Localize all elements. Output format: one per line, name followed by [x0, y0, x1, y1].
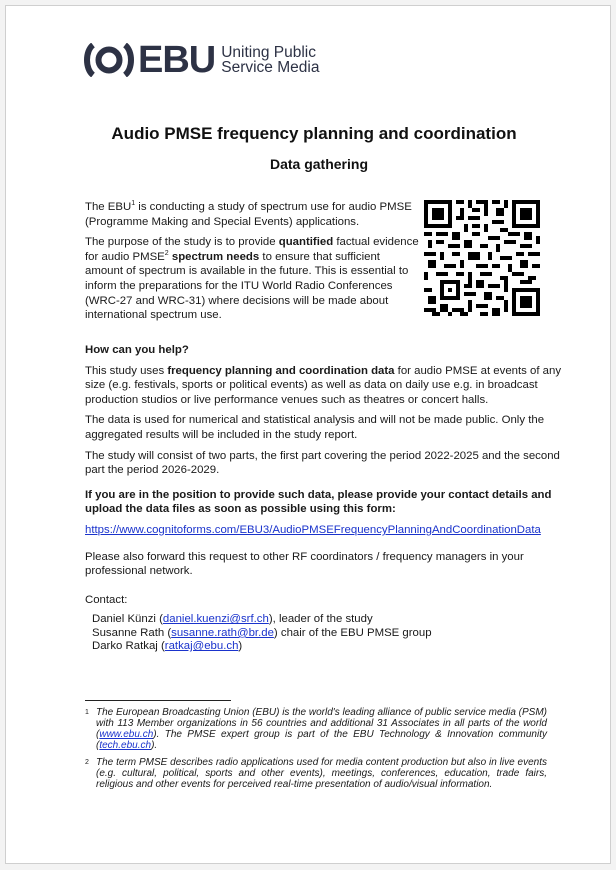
ebu-logo: [84, 39, 320, 81]
contact-item: Darko Ratkaj (ratkaj@ebu.ch): [92, 640, 243, 653]
contact-email-link[interactable]: susanne.rath@br.de: [171, 626, 274, 639]
footnote-number: 1: [85, 709, 89, 716]
form-link[interactable]: https://www.cognitoforms.com/EBU3/AudioPMSEFrequencyPlanningAndCoordinationData: [85, 523, 541, 536]
tagline-line-1: Uniting Public: [221, 44, 317, 61]
contact-email-link[interactable]: ratkaj@ebu.ch: [164, 640, 239, 653]
intro-section: [85, 200, 420, 329]
footnote-1: [85, 707, 547, 751]
document-title: Audio PMSE frequency planning and coordination: [111, 124, 517, 143]
tagline-line-2: Service Media: [221, 59, 320, 76]
help-section: [85, 343, 565, 654]
call-to-action: If you are in the position to provide such data, please provide your contact details and upload the data files as soon as possible using this form:: [85, 488, 552, 516]
intro-paragraph-2: The purpose of the study is to provide quantified factual evidence for audio PMSE$^2$ spectrum needs to ensure that sufficient amount of spectrum is available in the future. This is essential to inform the preparations for the ITU World Radio Conferences (WRC-27 and WRC-31) where decisions will be made about international spectrum use.: [85, 236, 419, 322]
tech-ebu-link[interactable]: tech.ebu.ch: [99, 740, 152, 751]
help-paragraph-3: The study will consist of two parts, the first part covering the period 2022-2025 and the second part the period 2026-2029.: [85, 449, 560, 477]
intro-paragraph-1: The EBU$^1$ is conducting a study of spectrum use for audio PMSE (Programme Making and Special Events) applications.: [85, 200, 412, 228]
logo-brand: EBU: [138, 39, 216, 81]
ebu-logo-icon: [84, 43, 134, 77]
help-paragraph-2: The data is used for numerical and statistical analysis and will not be made public. Only the aggregated results will be included in the study report.: [85, 414, 545, 441]
ebu-website-link[interactable]: www.ebu.ch: [99, 729, 154, 740]
contact-item: Daniel Künzi (daniel.kuenzi@srf.ch), leader of the study: [92, 613, 373, 626]
footnote-ref-1[interactable]: 1: [131, 200, 136, 208]
footnote-text: The European Broadcasting Union (EBU) is the world's leading alliance of public service media (PSM) with 113 Member organizations in 56 countries and additional 31 Associates in all parts of the world (www.ebu.ch). The PMSE expert group is part of the EBU Technology & Innovation community (tech.ebu.ch).: [96, 707, 548, 751]
footnote-divider: [85, 700, 231, 701]
form-link-line: [85, 523, 565, 538]
contact-item: Susanne Rath (susanne.rath@br.de) chair of the EBU PMSE group: [92, 626, 432, 639]
help-paragraph-1: This study uses frequency planning and coordination data for audio PMSE at events of any size (e.g. festivals, sports or political events) as well as data on daily use e.g. in broadcast production studios or live performance venues such as theatres or concert halls.: [85, 364, 562, 406]
contact-email-link[interactable]: daniel.kuenzi@srf.ch: [162, 613, 269, 626]
help-heading: How can you help?: [85, 344, 189, 356]
contact-section: [85, 593, 565, 654]
footnote-number: 2: [85, 759, 89, 766]
forward-paragraph: Please also forward this request to other RF coordinators / frequency managers in your professional network.: [85, 550, 524, 578]
footnote-ref-2[interactable]: 2: [164, 249, 169, 257]
document-subtitle: Data gathering: [269, 156, 368, 172]
contact-label: Contact:: [85, 593, 128, 606]
qr-code-icon[interactable]: [424, 199, 540, 317]
footnote-text: The term PMSE describes radio applications used for media content production but also in live events (e.g. cultural, political, sports and other events), meetings, conferences, education, trade fairs, religious and other events for perceived real-time presentation of audio/visual information.: [96, 757, 547, 790]
document-page: [5, 5, 611, 864]
contact-list: [92, 613, 565, 654]
footnote-2: [85, 757, 547, 790]
logo-tagline: [221, 45, 319, 75]
footnotes: [85, 707, 547, 796]
